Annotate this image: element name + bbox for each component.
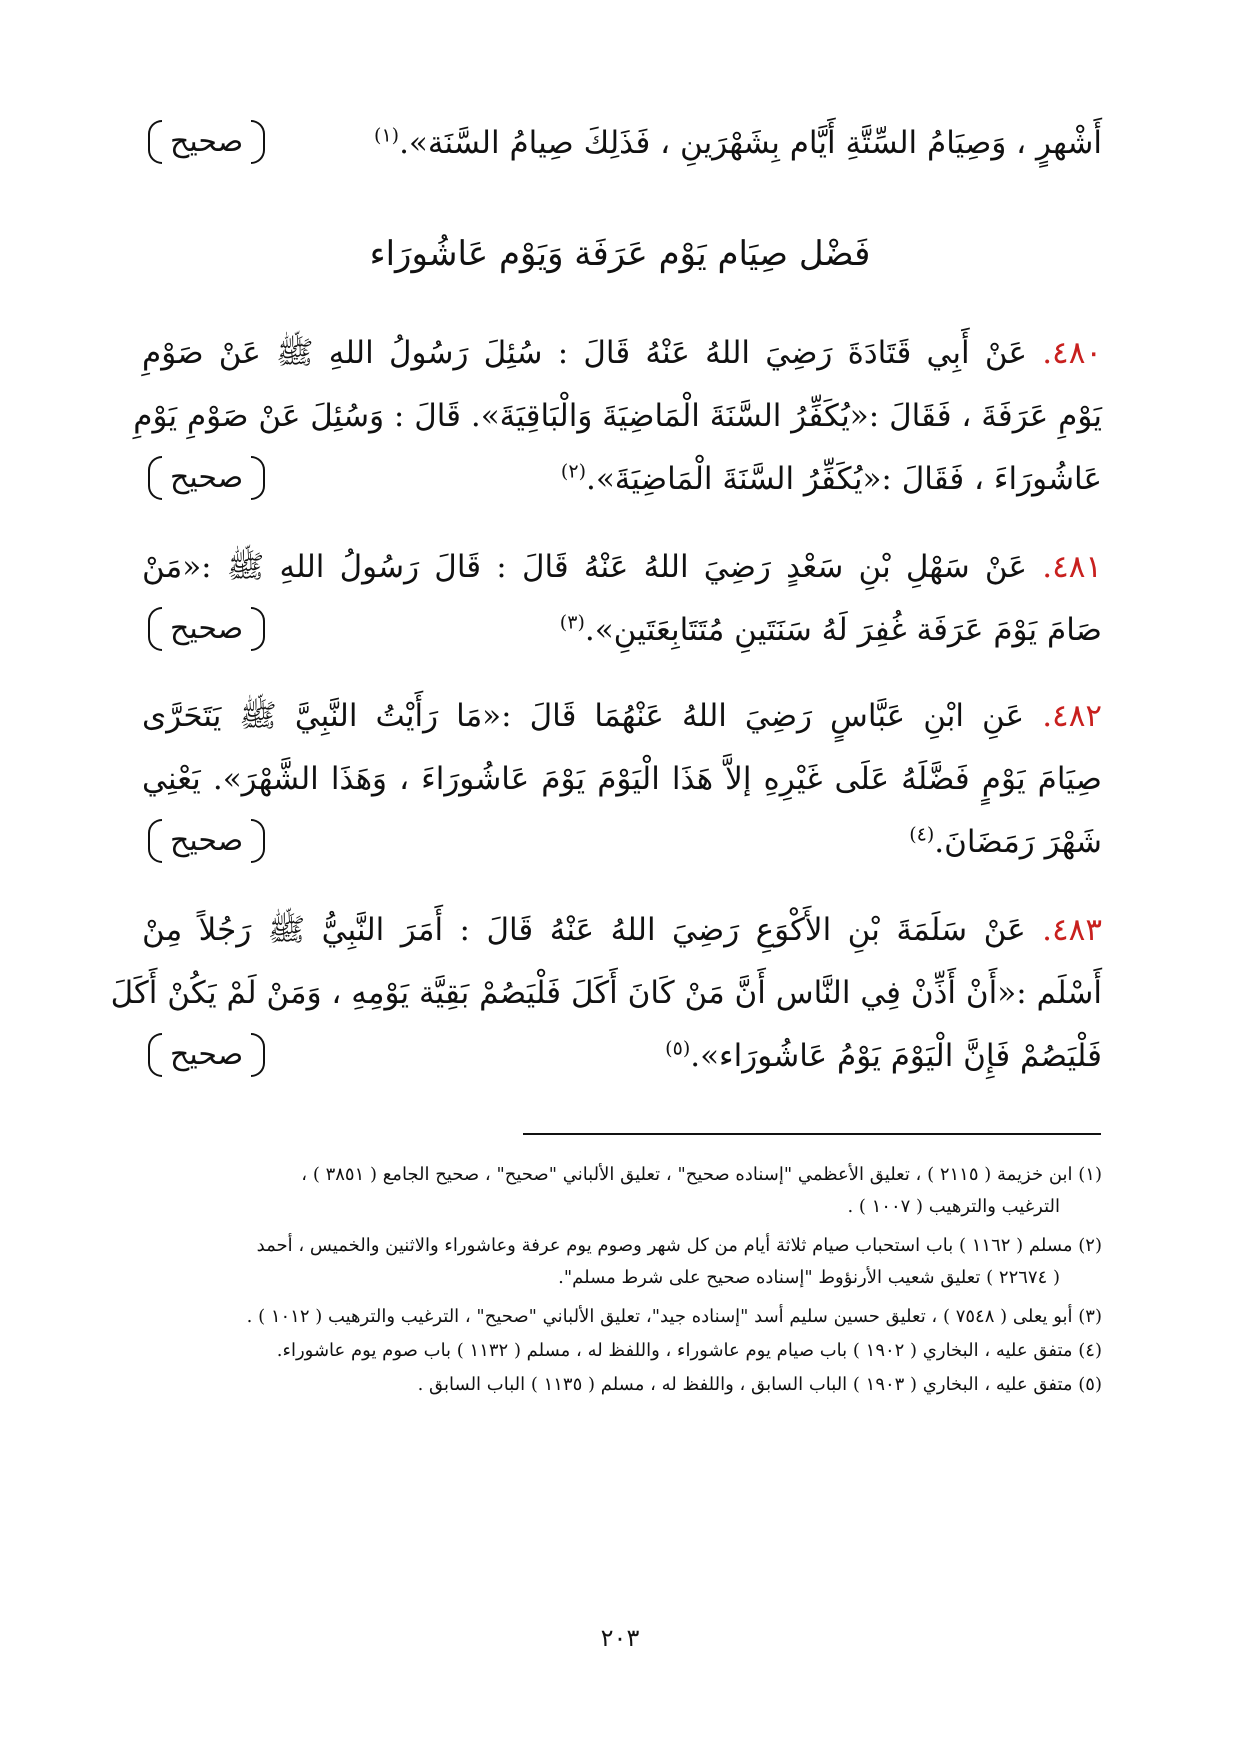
- footnote-1-line-2: الترغيب والترهيب ( ١٠٠٧ ) .: [847, 1196, 1060, 1217]
- hadith-text: عَنْ سَلَمَةَ بْنِ الأَكْوَعِ رَضِيَ اللهُ عَنْهُ قَالَ : أَمَرَ النَّبِيُّ ﷺ رَجُلاً مِنْ: [142, 912, 1026, 948]
- hadith-text: عَنْ أَبِي قَتَادَةَ رَضِيَ اللهُ عَنْهُ قَالَ : سُئِلَ رَسُولُ اللهِ ﷺ عَنْ صَوْمِ: [142, 335, 1027, 371]
- section-title: فَضْل صِيَام يَوْم عَرَفَة وَيَوْم عَاشُورَاء: [369, 234, 871, 274]
- footnote-separator: [523, 1133, 1101, 1135]
- footnote-5: (٥) متفق عليه ، البخاري ( ١٩٠٣ ) الباب السابق ، واللفظ له ، مسلم ( ١١٣٥ ) الباب السابق .: [417, 1374, 1102, 1395]
- hadith-482-line-3: [142, 811, 1102, 873]
- grade-badge: صحيح: [148, 1031, 265, 1079]
- grade-badge: صحيح: [148, 118, 265, 166]
- page-number: ٢٠٣: [600, 1624, 640, 1652]
- footnote-1-line-1: (١) ابن خزيمة ( ٢١١٥ ) ، تعليق الأعظمي "إسناده صحيح" ، تعليق الألباني "صحيح" ، صحيح الجامع ( ٣٨٥١ ) ،: [301, 1164, 1102, 1185]
- hadith-483-line-1: [142, 899, 1102, 961]
- footnote-3: (٣) أبو يعلى ( ٧٥٤٨ ) ، تعليق حسين سليم أسد "إسناده جيد"، تعليق الألباني "صحيح" ، الترغيب والترهيب ( ١٠١٢ ) .: [246, 1306, 1102, 1327]
- grade-badge: صحيح: [148, 454, 265, 502]
- hadith-text: عَاشُورَاءَ ، فَقَالَ :«يُكَفِّرُ السَّنَةَ الْمَاضِيَةَ».: [585, 461, 1102, 497]
- hadith-text: صَامَ يَوْمَ عَرَفَة غُفِرَ لَهُ سَنَتَينِ مُتَتَابِعَتَينِ».: [584, 612, 1102, 648]
- hadith-483-line-3: [142, 1025, 1102, 1087]
- hadith-480-line-3: [142, 448, 1102, 510]
- footnote-ref: (٥): [665, 1037, 691, 1060]
- hadith-number: ٤٨٢.: [1042, 698, 1102, 734]
- intro-text: أَشْهرٍ ، وَصِيَامُ السِّتَّةِ أَيَّام بِشَهْرَينِ ، فَذَلِكَ صِيامُ السَّنَة».: [399, 125, 1102, 161]
- hadith-481-line-1: [142, 536, 1102, 598]
- hadith-481-line-2: [142, 599, 1102, 661]
- hadith-482-line-1: [142, 685, 1102, 747]
- grade-badge: صحيح: [148, 605, 265, 653]
- hadith-text: شَهْرَ رَمَضَانَ.: [934, 824, 1102, 860]
- footnote-ref: (٤): [909, 823, 935, 846]
- intro-line: [142, 112, 1102, 174]
- footnote-ref: (١): [374, 124, 400, 147]
- hadith-480-line-2: يَوْمِ عَرَفَةَ ، فَقَالَ :«يُكَفِّرُ السَّنَةَ الْمَاضِيَةَ وَالْبَاقِيَةَ». قَالَ : وَسُئِلَ عَنْ صَوْمِ يَوْمِ: [133, 398, 1102, 434]
- footnote-4: (٤) متفق عليه ، البخاري ( ١٩٠٢ ) باب صيام يوم عاشوراء ، واللفظ له ، مسلم ( ١١٣٢ ) باب صوم يوم عاشوراء.: [276, 1340, 1102, 1361]
- footnote-ref: (٢): [560, 460, 586, 483]
- hadith-482-line-2: صِيَامَ يَوْمٍ فَضَّلَهُ عَلَى غَيْرِهِ إلاَّ هَذَا الْيَوْمَ يَوْمَ عَاشُورَاءَ ، وَهَذَا الشَّهْرَ». يَعْنِي: [142, 761, 1102, 797]
- hadith-480-line-1: [142, 322, 1102, 384]
- hadith-483-line-2: أَسْلَم :«أَنْ أَذِّنْ فِي النَّاس أَنَّ مَنْ كَانَ أَكَلَ فَلْيَصُمْ بَقِيَّة يَوْمِهِ ، وَمَنْ لَمْ يَكُنْ أَكَلَ: [110, 975, 1102, 1011]
- footnote-ref: (٣): [559, 611, 585, 634]
- footnote-2-line-2: ( ٢٢٦٧٤ ) تعليق شعيب الأرنؤوط "إسناده صحيح على شرط مسلم".: [558, 1267, 1060, 1288]
- hadith-text: عَنِ ابْنِ عَبَّاسٍ رَضِيَ اللهُ عَنْهُمَا قَالَ :«مَا رَأَيْتُ النَّبِيَّ ﷺ يَتَحَرَّى: [142, 698, 1025, 734]
- hadith-number: ٤٨٣.: [1042, 912, 1102, 948]
- grade-badge: صحيح: [148, 817, 265, 865]
- hadith-text: عَنْ سَهْلِ بْنِ سَعْدٍ رَضِيَ اللهُ عَنْهُ قَالَ : قَالَ رَسُولُ اللهِ ﷺ :«مَنْ: [142, 549, 1027, 585]
- footnote-2-line-1: (٢) مسلم ( ١١٦٢ ) باب استحباب صيام ثلاثة أيام من كل شهر وصوم يوم عرفة وعاشوراء والاثنين والخميس ، أحمد: [256, 1235, 1102, 1256]
- hadith-text: فَلْيَصُمْ فَإِنَّ الْيَوْمَ يَوْمُ عَاشُورَاء».: [690, 1038, 1102, 1074]
- hadith-number: ٤٨١.: [1042, 549, 1103, 585]
- hadith-number: ٤٨٠.: [1042, 335, 1102, 371]
